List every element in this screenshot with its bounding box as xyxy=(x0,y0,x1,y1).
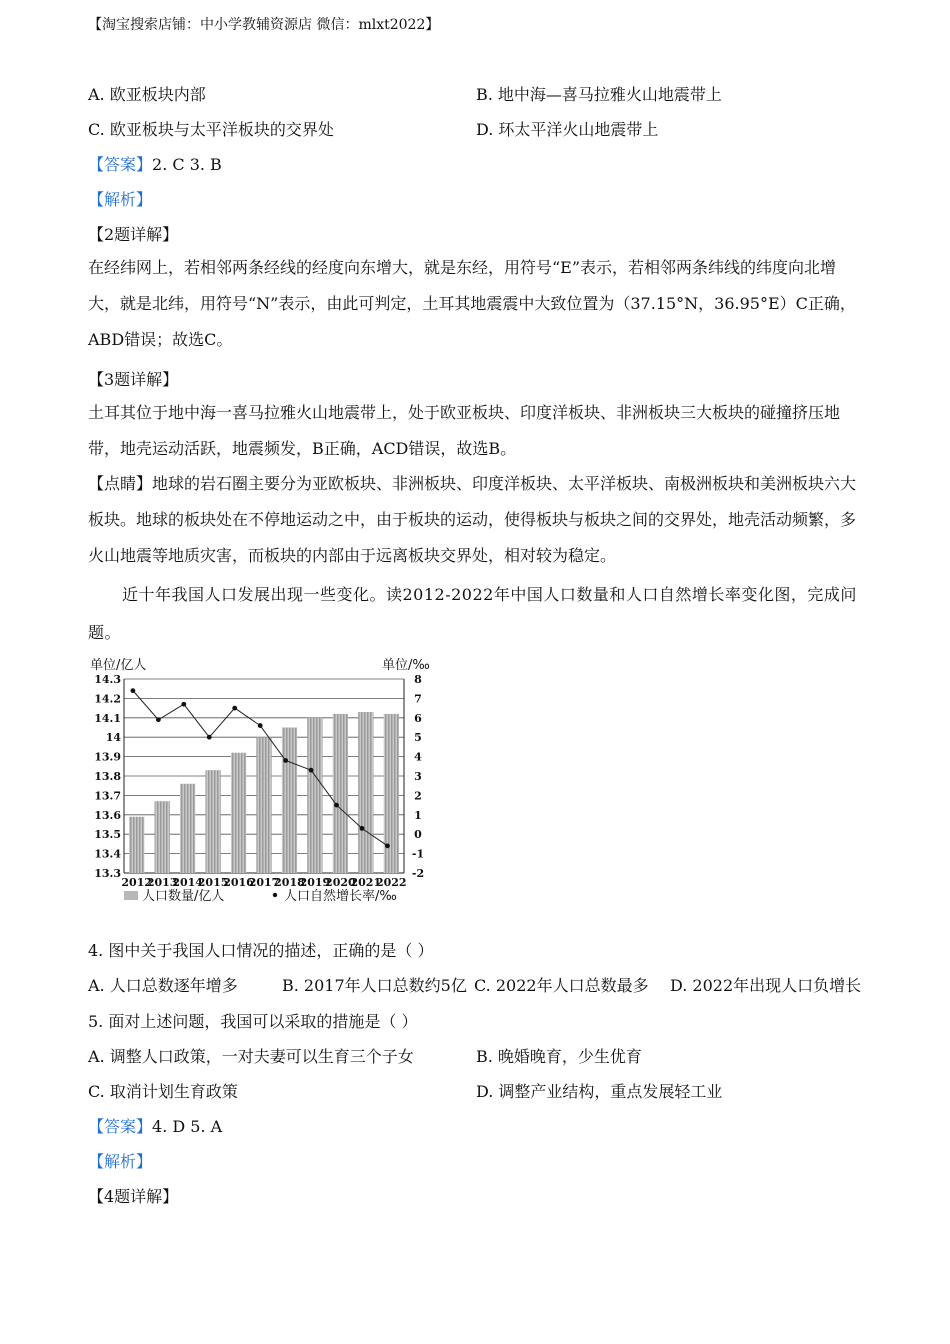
growth-rate-point xyxy=(309,768,314,773)
right-tick-label: 4 xyxy=(414,750,422,764)
right-tick-label: 1 xyxy=(414,808,422,822)
growth-rate-point xyxy=(258,723,263,728)
q4-option-b: B. 2017年人口总数约5亿 xyxy=(282,976,467,995)
chart-legend xyxy=(124,888,397,904)
answer-line-1 xyxy=(88,152,222,175)
intro-text: 近十年我国人口发展出现一些变化。读2012-2022年中国人口数量和人口自然增长率变化图，完成问题。 xyxy=(88,585,857,642)
left-tick-label: 14.3 xyxy=(94,673,121,686)
answer-text-2: 4. D 5. A xyxy=(152,1117,223,1136)
legend-dot-swatch xyxy=(273,893,277,897)
right-tick-label: -1 xyxy=(411,847,425,861)
x-tick-label: 2014 xyxy=(172,876,203,889)
q5-option-c: C. 取消计划生育政策 xyxy=(88,1082,238,1101)
population-bar xyxy=(358,712,373,873)
growth-rate-point xyxy=(156,717,161,722)
right-tick-label: 2 xyxy=(414,789,422,803)
analysis-label-2: 【解析】 xyxy=(88,1152,153,1171)
left-tick-label: 13.9 xyxy=(94,750,121,764)
detail-2-title: 【2题详解】 xyxy=(88,225,179,244)
q4-stem: 4. 图中关于我国人口情况的描述，正确的是（ ） xyxy=(88,941,434,960)
q4-option-a: A. 人口总数逐年增多 xyxy=(88,976,238,995)
right-tick-label: 6 xyxy=(414,711,422,725)
right-tick-label: 5 xyxy=(414,731,422,745)
growth-rate-point xyxy=(360,826,365,831)
answer-label-2: 【答案】 xyxy=(88,1117,153,1136)
legend-bar-label: 人口数量/亿人 xyxy=(142,889,225,904)
x-tick-label: 2021 xyxy=(350,876,382,889)
growth-rate-point xyxy=(283,758,288,763)
x-tick-label: 2015 xyxy=(197,876,229,889)
analysis-label-1: 【解析】 xyxy=(88,190,153,209)
option-b: B. 地中海—喜马拉雅火山地震带上 xyxy=(476,85,722,104)
left-tick-label: 14.2 xyxy=(94,692,121,706)
legend-line-label: 人口自然增长率/‰ xyxy=(284,889,397,904)
q5-option-d: D. 调整产业结构，重点发展轻工业 xyxy=(476,1082,723,1101)
left-tick-label: 13.6 xyxy=(94,808,121,822)
q4-option-c: C. 2022年人口总数最多 xyxy=(474,976,649,995)
population-bar xyxy=(205,770,220,873)
q5-option-a: A. 调整人口政策，一对夫妻可以生育三个子女 xyxy=(88,1047,414,1066)
right-tick-label: 7 xyxy=(414,692,422,706)
right-tick-label: 0 xyxy=(414,828,422,842)
chart-bars xyxy=(129,712,399,873)
dianjing-text: 【点睛】地球的岩石圈主要分为亚欧板块、非洲板块、印度洋板块、太平洋板块、南极洲板块和美洲板块六大板块。地球的板块处在不停地运动之中，由于板块的运动，使得板块与板块之间的交界处，地壳活动频繁，多火山地震等地质灾害，而板块的内部由于远离板块交界处，相对较为稳定。 xyxy=(88,474,857,565)
left-tick-label: 13.7 xyxy=(94,789,121,803)
detail-3-title: 【3题详解】 xyxy=(88,370,179,389)
left-tick-label: 13.3 xyxy=(94,867,121,880)
x-tick-label: 2022 xyxy=(375,876,407,889)
growth-rate-point xyxy=(207,735,212,740)
x-tick-label: 2012 xyxy=(121,876,153,889)
detail-4-title: 【4题详解】 xyxy=(88,1187,179,1206)
option-c: C. 欧亚板块与太平洋板块的交界处 xyxy=(88,120,334,139)
left-tick-label: 13.4 xyxy=(94,847,121,861)
answer-text: 2. C 3. B xyxy=(152,155,222,174)
x-tick-label: 2016 xyxy=(223,876,254,889)
population-bar xyxy=(256,737,271,873)
population-bar xyxy=(231,753,246,873)
left-tick-label: 14.1 xyxy=(94,711,121,725)
detail-3-text: 土耳其位于地中海一喜马拉雅火山地震带上，处于欧亚板块、印度洋板块、非洲板块三大板块的碰撞挤压地带，地壳运动活跃，地震频发，B正确，ACD错误，故选B。 xyxy=(88,403,841,458)
right-tick-label: 3 xyxy=(414,770,422,783)
x-tick-label: 2018 xyxy=(274,876,305,889)
answer-label: 【答案】 xyxy=(88,155,153,174)
growth-rate-point xyxy=(181,702,186,707)
left-tick-label: 13.5 xyxy=(94,828,121,842)
option-a: A. 欧亚板块内部 xyxy=(88,85,206,104)
growth-rate-point xyxy=(232,706,237,711)
left-tick-label: 14 xyxy=(105,731,121,745)
population-bar xyxy=(307,718,322,873)
growth-rate-point xyxy=(385,843,390,848)
x-tick-label: 2013 xyxy=(146,876,178,889)
chart-svg xyxy=(88,655,438,910)
population-bar xyxy=(384,714,399,873)
population-bar xyxy=(155,801,170,873)
right-tick-label: 8 xyxy=(414,673,422,686)
q5-stem: 5. 面对上述问题，我国可以采取的措施是（ ） xyxy=(88,1012,418,1031)
q4-option-d: D. 2022年出现人口负增长 xyxy=(670,976,862,995)
page-header: 【淘宝搜索店铺：中小学教辅资源店 微信：mlxt2022】 xyxy=(88,17,440,33)
left-tick-label: 13.8 xyxy=(94,770,121,783)
option-d: D. 环太平洋火山地震带上 xyxy=(476,120,659,139)
x-tick-label: 2020 xyxy=(325,876,356,889)
growth-rate-point xyxy=(131,688,136,693)
x-tick-label: 2019 xyxy=(299,876,331,889)
detail-2-text: 在经纬网上，若相邻两条经线的经度向东增大，就是东经，用符号“E”表示，若相邻两条纬线的纬度向北增大，就是北纬，用符号“N”表示，由此可判定，土耳其地震震中大致位置为（37.15°N，36.95°E）C正确，ABD错误；故选C。 xyxy=(88,258,856,349)
answer-line-2 xyxy=(88,1114,222,1137)
population-bar xyxy=(129,817,144,873)
legend-bar-swatch xyxy=(124,891,138,900)
chart-left-unit: 单位/亿人 xyxy=(90,658,147,673)
x-tick-label: 2017 xyxy=(248,876,280,889)
chart-right-unit: 单位/‰ xyxy=(382,658,430,673)
q5-option-b: B. 晚婚晚育，少生优育 xyxy=(476,1047,642,1066)
population-chart xyxy=(88,655,438,910)
growth-rate-point xyxy=(334,803,339,808)
population-bar xyxy=(333,714,348,873)
population-bar xyxy=(282,728,297,874)
population-bar xyxy=(180,784,195,873)
right-tick-label: -2 xyxy=(411,867,425,880)
